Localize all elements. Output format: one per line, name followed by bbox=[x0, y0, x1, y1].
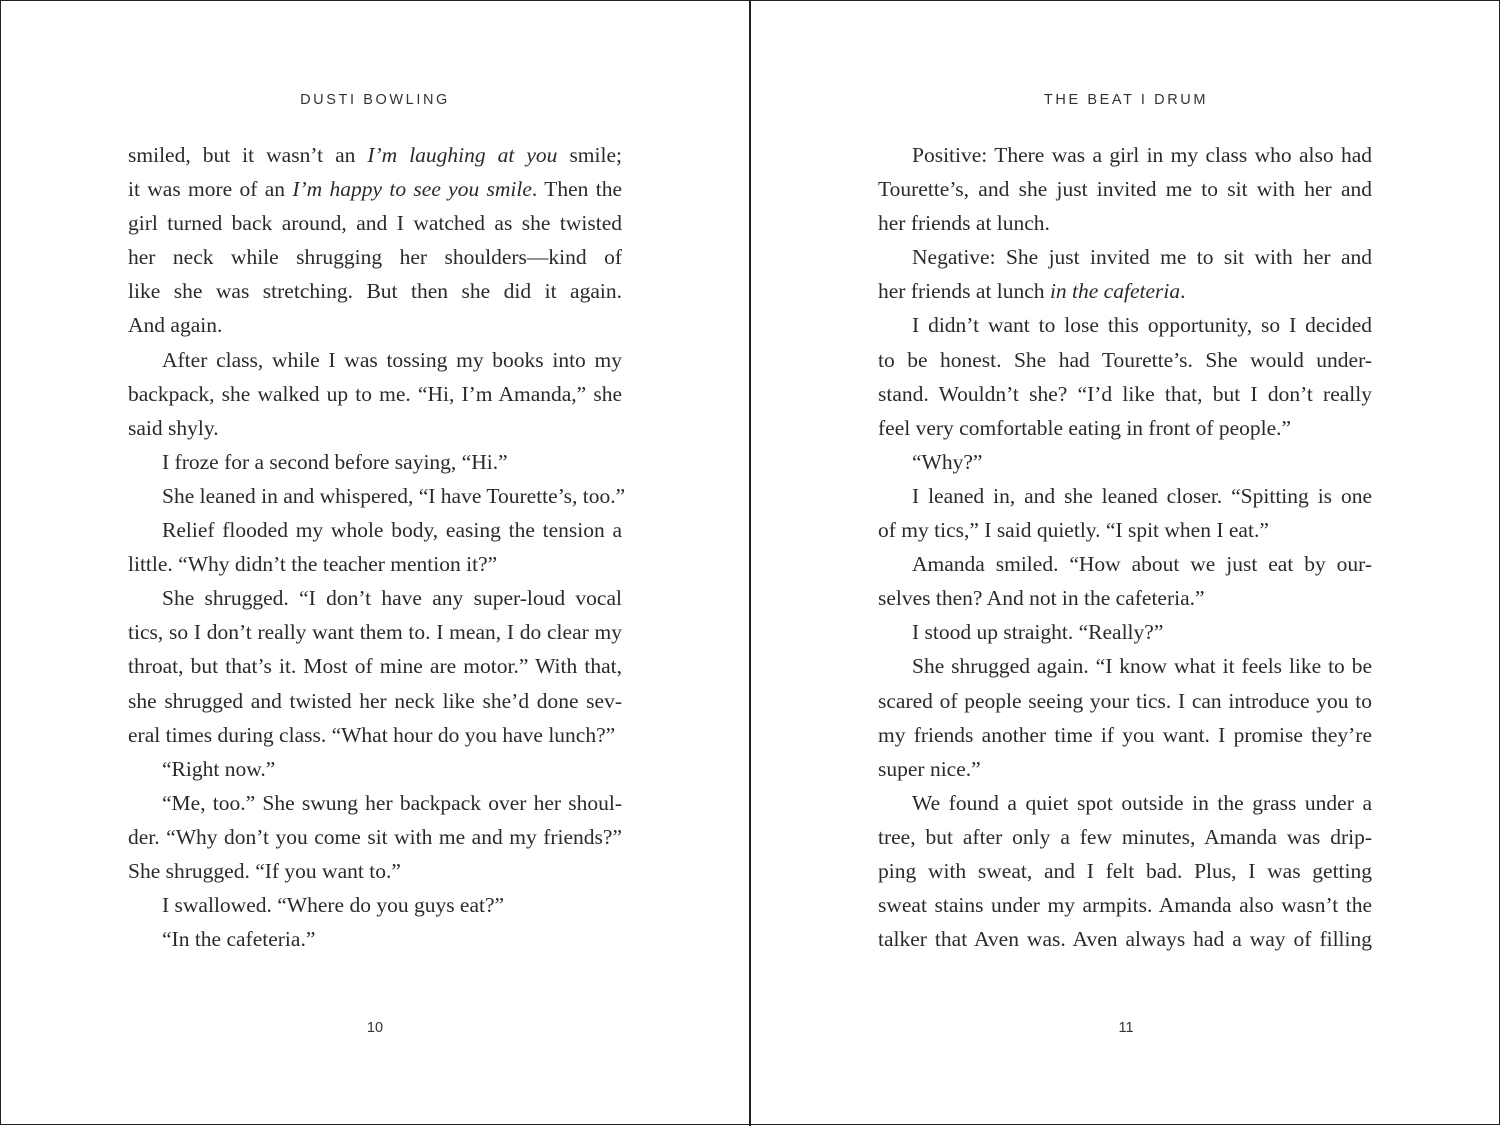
text-line: tree, but after only a few minutes, Amanda was drip- bbox=[878, 824, 1372, 849]
text-line: After class, while I was tossing my books into my bbox=[162, 347, 622, 372]
text-line: little. “Why didn’t the teacher mention it?” bbox=[128, 552, 498, 577]
text-line: her neck while shrugging her shoulders—kind of bbox=[128, 245, 622, 270]
text-line: it was more of an I’m happy to see you smile. Then the bbox=[128, 177, 622, 202]
text-line: She leaned in and whispered, “I have Tourette’s, too.” bbox=[162, 483, 626, 508]
text-line: ping with sweat, and I felt bad. Plus, I was getting bbox=[878, 858, 1372, 883]
text-line: like she was stretching. But then she did it again. bbox=[128, 279, 622, 304]
text-line: “Me, too.” She swung her backpack over her shoul- bbox=[162, 790, 622, 815]
text-line: girl turned back around, and I watched as she twisted bbox=[128, 211, 622, 236]
text-line: tics, so I don’t really want them to. I mean, I do clear my bbox=[128, 620, 622, 645]
text-line: sweat stains under my armpits. Amanda also wasn’t the bbox=[878, 893, 1372, 918]
page-number: 11 bbox=[1118, 1020, 1134, 1036]
text-line: And again. bbox=[128, 313, 223, 338]
text-line: I swallowed. “Where do you guys eat?” bbox=[162, 893, 505, 918]
text-line: my friends another time if you want. I promise they’re bbox=[878, 722, 1372, 747]
right-page-text bbox=[878, 138, 1372, 956]
text-line: Relief flooded my whole body, easing the tension a bbox=[162, 518, 622, 543]
left-page-text bbox=[128, 138, 626, 956]
text-line: I stood up straight. “Really?” bbox=[912, 620, 1164, 645]
text-line: she shrugged and twisted her neck like she’d done sev- bbox=[128, 688, 622, 713]
text-line: “Right now.” bbox=[162, 756, 276, 781]
text-line: to be honest. She had Tourette’s. She would under- bbox=[878, 347, 1372, 372]
text-line: of my tics,” I said quietly. “I spit when I eat.” bbox=[878, 518, 1269, 543]
running-head-author: DUSTI BOWLING bbox=[300, 92, 450, 108]
text-line: I leaned in, and she leaned closer. “Spitting is one bbox=[912, 483, 1372, 508]
text-line: Positive: There was a girl in my class who also had bbox=[912, 143, 1372, 167]
text-line: She shrugged. “If you want to.” bbox=[128, 858, 401, 883]
text-line: “In the cafeteria.” bbox=[162, 927, 316, 952]
text-line: We found a quiet spot outside in the grass under a bbox=[912, 790, 1372, 815]
text-line: talker that Aven was. Aven always had a way of filling bbox=[878, 927, 1372, 952]
text-line: Tourette’s, and she just invited me to sit with her and bbox=[878, 177, 1372, 202]
page-number: 10 bbox=[366, 1020, 384, 1036]
text-line: her friends at lunch. bbox=[878, 211, 1050, 236]
text-line: backpack, she walked up to me. “Hi, I’m Amanda,” she bbox=[128, 381, 622, 406]
right-page bbox=[751, 1, 1500, 1126]
text-line: Amanda smiled. “How about we just eat by our- bbox=[912, 552, 1372, 577]
text-line: I froze for a second before saying, “Hi.” bbox=[162, 449, 508, 474]
text-line: stand. Wouldn’t she? “I’d like that, but I don’t really bbox=[878, 381, 1372, 406]
text-line: throat, but that’s it. Most of mine are motor.” With that, bbox=[128, 654, 622, 679]
text-line: super nice.” bbox=[878, 756, 981, 781]
text-line: feel very comfortable eating in front of people.” bbox=[878, 415, 1292, 440]
text-line: smiled, but it wasn’t an I’m laughing at you smile; bbox=[128, 143, 622, 167]
text-line: der. “Why don’t you come sit with me and my friends?” bbox=[128, 824, 622, 849]
text-line: She shrugged again. “I know what it feels like to be bbox=[912, 654, 1372, 679]
text-line: Negative: She just invited me to sit with her and bbox=[912, 245, 1372, 270]
text-line: eral times during class. “What hour do you have lunch?” bbox=[128, 722, 616, 747]
text-line: She shrugged. “I don’t have any super-loud vocal bbox=[162, 586, 622, 611]
text-line: I didn’t want to lose this opportunity, so I decided bbox=[912, 313, 1372, 338]
text-line: her friends at lunch in the cafeteria. bbox=[878, 279, 1186, 304]
running-head-title: THE BEAT I DRUM bbox=[1043, 92, 1209, 108]
text-line: said shyly. bbox=[128, 415, 219, 440]
text-line: selves then? And not in the cafeteria.” bbox=[878, 586, 1205, 611]
left-page bbox=[1, 1, 749, 1126]
text-line: “Why?” bbox=[912, 449, 983, 474]
text-line: scared of people seeing your tics. I can introduce you to bbox=[878, 688, 1372, 713]
